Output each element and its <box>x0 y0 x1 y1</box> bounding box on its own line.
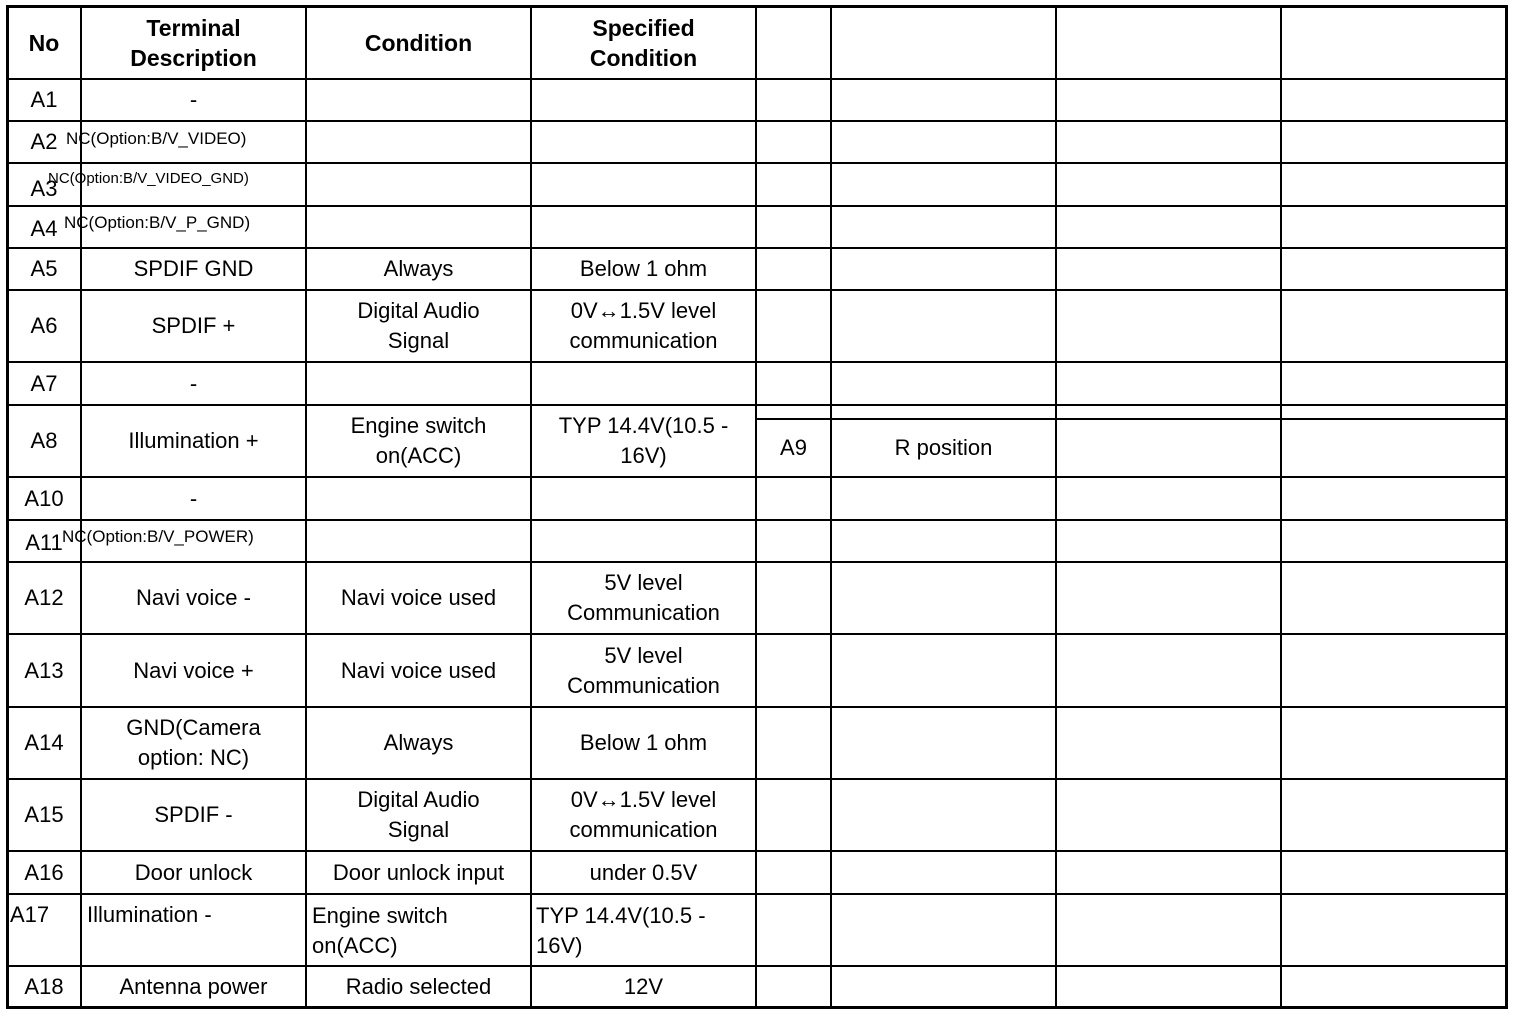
row-no: A2 <box>30 129 58 154</box>
row-desc: GND(Camera option: NC) <box>126 715 261 770</box>
row-no: A17 <box>10 902 50 927</box>
row-no: A12 <box>24 585 64 610</box>
row-no: A11 <box>25 530 63 555</box>
row-desc: Illumination + <box>128 428 259 453</box>
side-row-desc: R position <box>894 435 993 460</box>
row-no: A1 <box>30 87 58 112</box>
grid-line <box>1055 5 1057 1009</box>
row-no: A6 <box>30 313 58 338</box>
row-desc: - <box>189 485 198 511</box>
row-spec: TYP 14.4V(10.5 - 16V) <box>558 413 729 468</box>
row-no: A16 <box>24 859 64 885</box>
grid-line <box>756 404 1508 406</box>
row-spec: under 0.5V <box>589 859 698 885</box>
header-specified-condition: Specified Condition <box>589 15 698 71</box>
header-condition: Condition <box>364 30 473 56</box>
row-desc: Navi voice - <box>136 585 251 610</box>
header-terminal-description: Terminal Description <box>130 15 257 71</box>
row-desc: - <box>189 370 198 396</box>
row-desc: SPDIF GND <box>133 256 254 281</box>
row-no: A5 <box>30 256 58 281</box>
row-no: A8 <box>30 428 58 453</box>
row-condition: Always <box>383 256 454 281</box>
row-desc: NC(Option:B/V_VIDEO_GND) <box>48 170 249 187</box>
row-condition: Navi voice used <box>340 585 497 610</box>
row-spec: 5V level Communication <box>567 642 720 698</box>
grid-line <box>755 5 757 1009</box>
row-desc: SPDIF + <box>151 313 236 338</box>
row-desc: NC(Option:B/V_P_GND) <box>64 213 251 232</box>
row-spec: Below 1 ohm <box>579 730 708 755</box>
row-spec: TYP 14.4V(10.5 - 16V) <box>536 903 706 958</box>
row-no: A4 <box>30 216 58 241</box>
row-spec: 5V level Communication <box>567 570 720 625</box>
row-condition: Radio selected <box>345 974 492 999</box>
grid-line <box>830 5 832 1009</box>
row-no: A14 <box>24 730 64 755</box>
row-desc: Antenna power <box>119 974 268 999</box>
grid-line <box>6 893 1508 895</box>
row-condition: Engine switch on(ACC) <box>350 413 487 468</box>
row-spec: 0V↔1.5V level communication <box>569 298 718 353</box>
grid-line <box>6 162 1508 164</box>
row-spec: 0V↔1.5V level communication <box>569 787 718 842</box>
row-condition: Navi voice used <box>340 657 497 683</box>
row-spec: 12V <box>623 974 664 999</box>
row-no: A18 <box>24 974 64 999</box>
row-condition: Digital Audio Signal <box>357 298 480 353</box>
side-row-no: A9 <box>780 435 807 460</box>
row-no: A15 <box>24 802 64 827</box>
grid-line <box>6 120 1508 122</box>
grid-line <box>6 519 1508 521</box>
row-desc: Door unlock <box>134 859 253 885</box>
row-desc: NC(Option:B/V_POWER) <box>62 527 254 546</box>
grid-line <box>1280 5 1282 1009</box>
row-desc: Illumination - <box>87 902 212 927</box>
row-spec: Below 1 ohm <box>579 256 708 281</box>
row-condition: Engine switch on(ACC) <box>312 903 448 958</box>
row-condition: Door unlock input <box>332 859 505 885</box>
grid-line <box>6 205 1508 207</box>
row-desc: Navi voice + <box>133 657 254 683</box>
row-no: A3 <box>30 175 58 201</box>
row-no: A10 <box>24 485 64 511</box>
header-no: No <box>28 30 60 56</box>
row-condition: Digital Audio Signal <box>357 787 480 842</box>
row-no: A7 <box>30 370 58 396</box>
row-desc: NC(Option:B/V_VIDEO) <box>66 129 247 148</box>
row-condition: Always <box>383 730 454 755</box>
row-desc: SPDIF - <box>154 802 233 827</box>
row-no: A13 <box>24 657 64 683</box>
row-desc: - <box>189 87 198 112</box>
